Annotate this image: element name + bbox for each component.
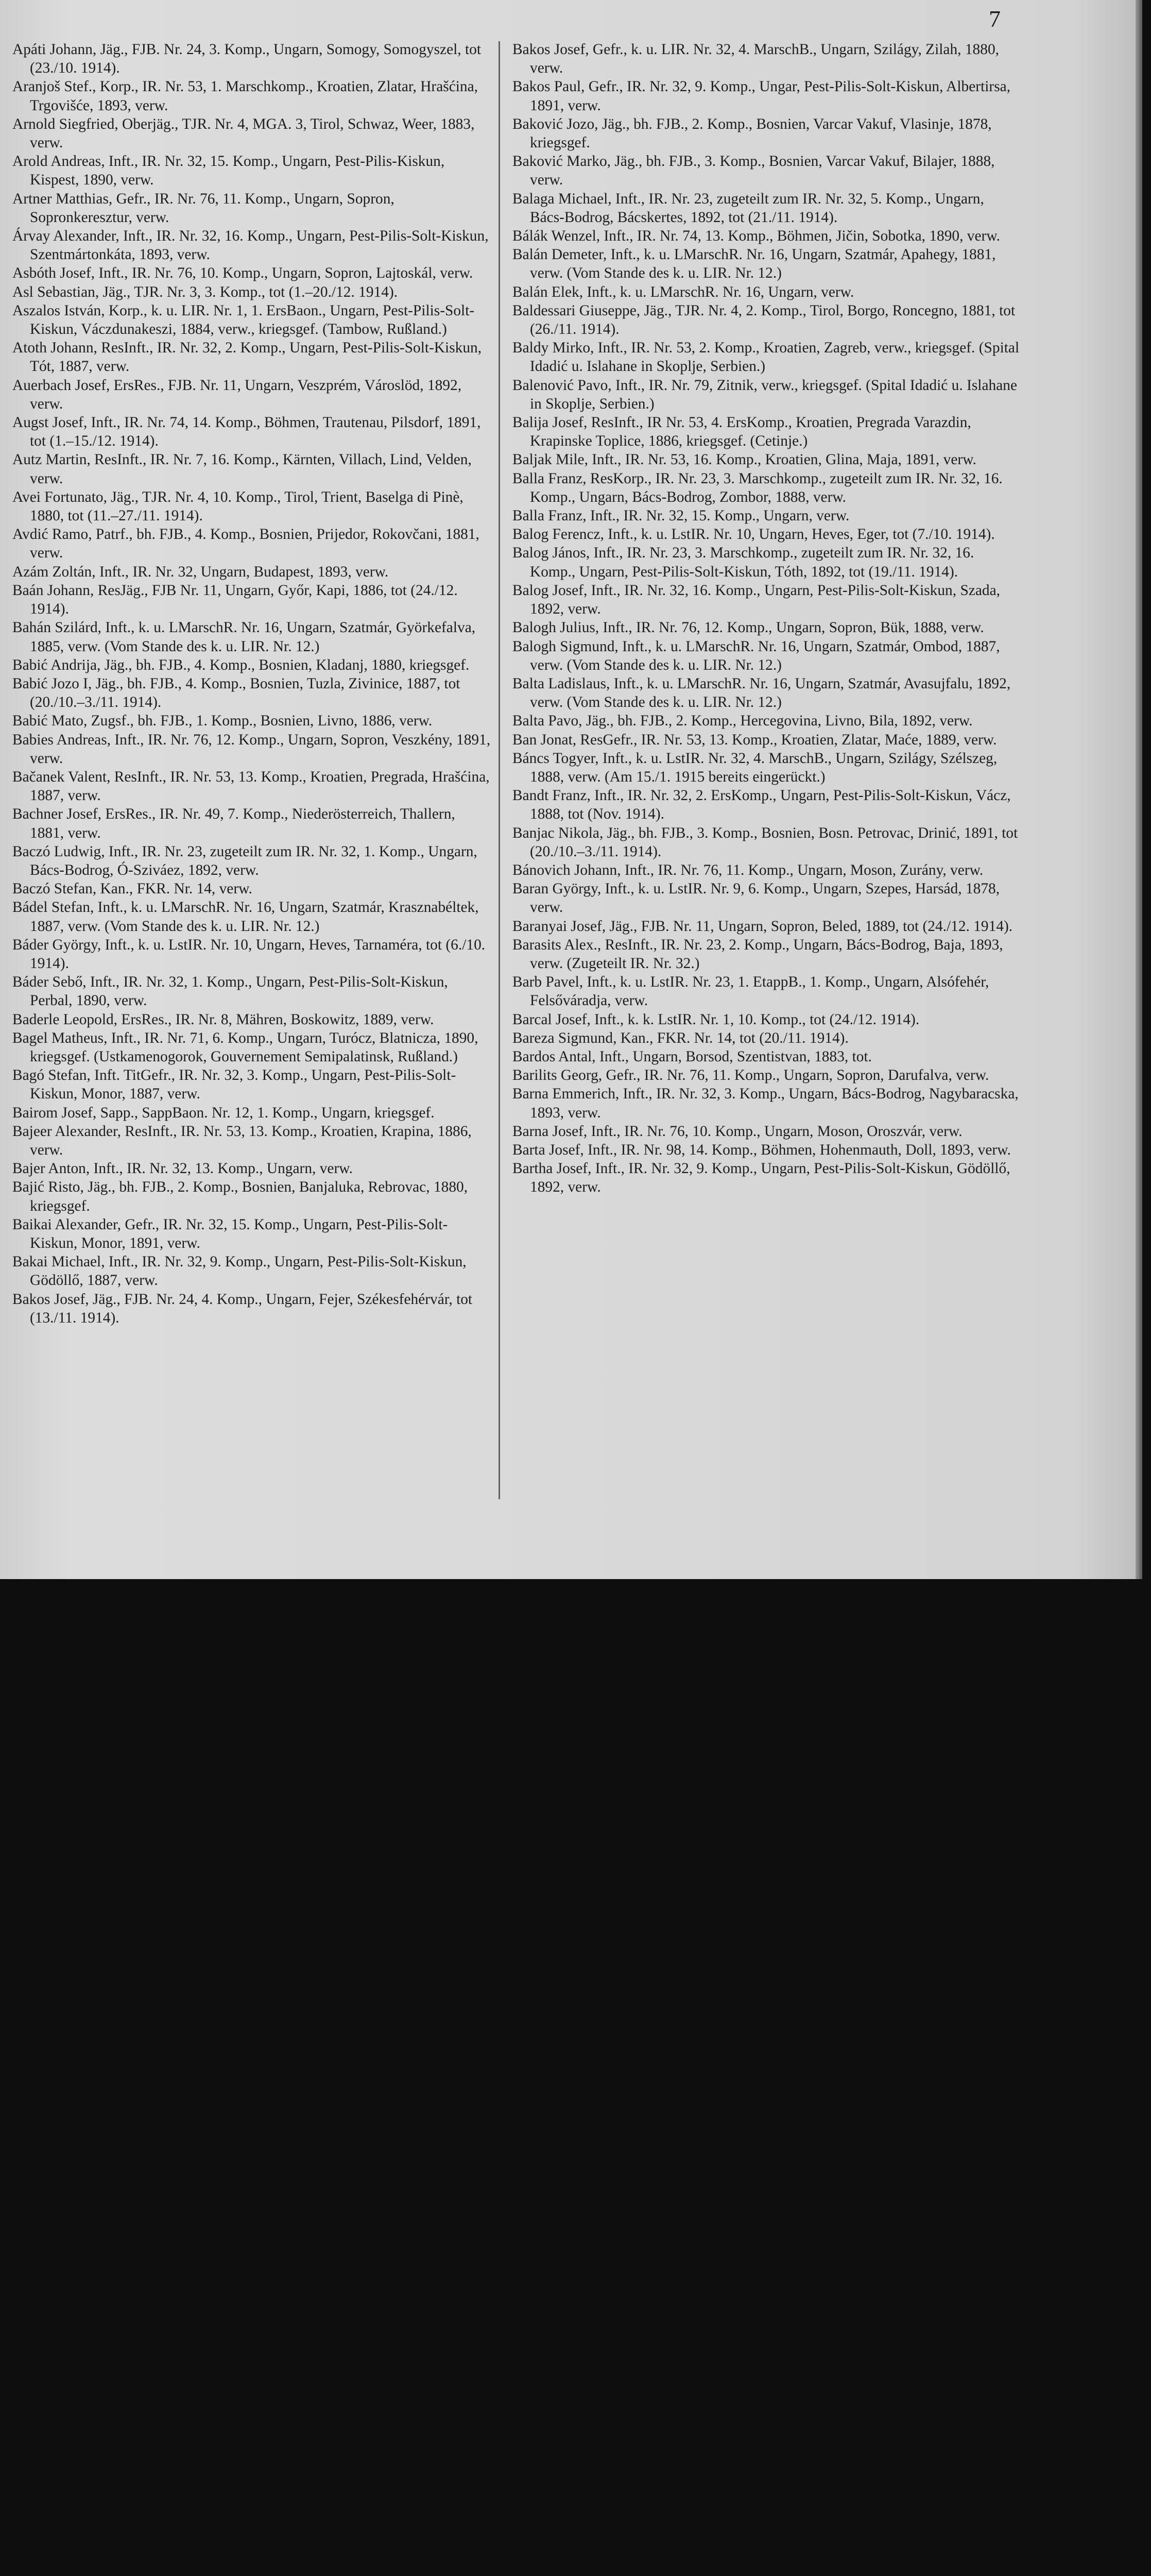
register-entry: Aszalos István, Korp., k. u. LIR. Nr. 1, 1. ErsBaon., Ungarn, Pest-Pilis-Solt-Kiskun, Váczdunakeszi, 1884, verw., kriegsgef. (Tambow, Rußland.) bbox=[12, 302, 475, 338]
register-entry: Babić Jozo I, Jäg., bh. FJB., 4. Komp., Bosnien, Tuzla, Zivinice, 1887, tot (20./10.–3./11. 1914). bbox=[12, 675, 460, 711]
register-entry: Bardos Antal, Inft., Ungarn, Borsod, Szentistvan, 1883, tot. bbox=[512, 1048, 872, 1065]
register-entry: Augst Josef, Inft., IR. Nr. 74, 14. Komp., Böhmen, Trautenau, Pilsdorf, 1891, tot (1.–15./12. 1914). bbox=[12, 414, 481, 450]
register-entry: Bagel Matheus, Inft., IR. Nr. 71, 6. Komp., Ungarn, Turócz, Blatnicza, 1890, kriegsgef. (Ustkamenogorok, Gouvernement Semipalatinsk, Rußland.) bbox=[12, 1029, 478, 1065]
register-entry: Baldessari Giuseppe, Jäg., TJR. Nr. 4, 2. Komp., Tirol, Borgo, Roncegno, 1881, tot (26./11. 1914). bbox=[512, 302, 1016, 338]
register-entry: Balaga Michael, Inft., IR. Nr. 23, zugeteilt zum IR. Nr. 32, 5. Komp., Ungarn, Bács-Bodrog, Bácskertes, 1892, tot (21./11. 1914). bbox=[512, 190, 984, 226]
register-entry: Babies Andreas, Inft., IR. Nr. 76, 12. Komp., Ungarn, Sopron, Veszkény, 1891, verw. bbox=[12, 731, 491, 767]
register-entry: Bareza Sigmund, Kan., FKR. Nr. 14, tot (20./11. 1914). bbox=[512, 1029, 849, 1046]
register-entry: Baković Marko, Jäg., bh. FJB., 3. Komp., Bosnien, Varcar Vakuf, Bilajer, 1888, verw. bbox=[512, 153, 995, 189]
register-entry: Báncs Togyer, Inft., k. u. LstIR. Nr. 32, 4. MarschB., Ungarn, Szilágy, Szélszeg, 1888, verw. (Am 15./1. 1915 bereits eingerückt.) bbox=[512, 750, 998, 785]
register-entry: Baranyai Josef, Jäg., FJB. Nr. 11, Ungarn, Sopron, Beled, 1889, tot (24./12. 1914). bbox=[512, 918, 1013, 935]
register-entry: Artner Matthias, Gefr., IR. Nr. 76, 11. Komp., Ungarn, Sopron, Sopronkeresztur, verw. bbox=[12, 190, 394, 226]
viewer-footer bbox=[0, 1579, 1151, 1701]
register-entry: Barna Josef, Inft., IR. Nr. 76, 10. Komp., Ungarn, Moson, Oroszvár, verw. bbox=[512, 1123, 963, 1140]
register-entry: Balta Ladislaus, Inft., k. u. LMarschR. Nr. 16, Ungarn, Szatmár, Avasujfalu, 1892, verw. (Vom Stande des k. u. LIR. Nr. 12.) bbox=[512, 675, 1011, 711]
register-entry: Barcal Josef, Inft., k. k. LstIR. Nr. 1, 10. Komp., tot (24./12. 1914). bbox=[512, 1011, 920, 1028]
register-entry: Barilits Georg, Gefr., IR. Nr. 76, 11. Komp., Ungarn, Sopron, Darufalva, verw. bbox=[512, 1067, 989, 1084]
register-entry: Apáti Johann, Jäg., FJB. Nr. 24, 3. Komp., Ungarn, Somogy, Somogyszel, tot (23./10. 1914). bbox=[12, 41, 482, 77]
register-entry: Bairom Josef, Sapp., SappBaon. Nr. 12, 1. Komp., Ungarn, kriegsgef. bbox=[12, 1104, 435, 1121]
register-entry: Barasits Alex., ResInft., IR. Nr. 23, 2. Komp., Ungarn, Bács-Bodrog, Baja, 1893, verw. (Zugeteilt IR. Nr. 32.) bbox=[512, 936, 1003, 972]
register-entry: Baran György, Inft., k. u. LstIR. Nr. 9, 6. Komp., Ungarn, Szepes, Harsád, 1878, verw. bbox=[512, 880, 1000, 916]
register-entry: Balogh Sigmund, Inft., k. u. LMarschR. Nr. 16, Ungarn, Szatmár, Ombod, 1887, verw. (Vom Stande des k. u. LIR. Nr. 12.) bbox=[512, 638, 1000, 673]
register-entry: Balta Pavo, Jäg., bh. FJB., 2. Komp., Hercegovina, Livno, Bila, 1892, verw. bbox=[512, 713, 973, 730]
register-entry: Balán Demeter, Inft., k. u. LMarschR. Nr. 16, Ungarn, Szatmár, Apahegy, 1881, verw. (Vom Stande des k. u. LIR. Nr. 12.) bbox=[512, 246, 996, 282]
register-entry: Baljak Mile, Inft., IR. Nr. 53, 16. Komp., Kroatien, Glina, Maja, 1891, verw. bbox=[512, 451, 976, 468]
register-entry: Balog Josef, Inft., IR. Nr. 32, 16. Komp., Ungarn, Pest-Pilis-Solt-Kiskun, Szada, 1892, verw. bbox=[512, 582, 1000, 618]
column-divider bbox=[499, 41, 500, 1499]
register-entry: Babić Andrija, Jäg., bh. FJB., 4. Komp., Bosnien, Kladanj, 1880, kriegsgef. bbox=[12, 656, 470, 673]
register-entry: Baikai Alexander, Gefr., IR. Nr. 32, 15. Komp., Ungarn, Pest-Pilis-Solt-Kiskun, Monor, 1891, verw. bbox=[12, 1216, 448, 1251]
register-entry: Ban Jonat, ResGefr., IR. Nr. 53, 13. Komp., Kroatien, Zlatar, Maće, 1889, verw. bbox=[512, 731, 997, 748]
register-entry: Bachner Josef, ErsRes., IR. Nr. 49, 7. Komp., Niederösterreich, Thallern, 1881, verw. bbox=[12, 806, 455, 841]
register-entry: Bahán Szilárd, Inft., k. u. LMarschR. Nr. 16, Ungarn, Szatmár, Györkefalva, 1885, verw. (Vom Stande des k. u. LIR. Nr. 12.) bbox=[12, 619, 476, 655]
right-column bbox=[512, 40, 1020, 1197]
register-entry: Atoth Johann, ResInft., IR. Nr. 32, 2. Komp., Ungarn, Pest-Pilis-Solt-Kiskun, Tót, 1887, verw. bbox=[12, 340, 482, 375]
register-entry: Bajeer Alexander, ResInft., IR. Nr. 53, 13. Komp., Kroatien, Krapina, 1886, verw. bbox=[12, 1123, 472, 1158]
register-entry: Bádel Stefan, Inft., k. u. LMarschR. Nr. 16, Ungarn, Szatmár, Krasznabéltek, 1887, verw. (Vom Stande des k. u. LIR. Nr. 12.) bbox=[12, 899, 479, 935]
register-entry: Azám Zoltán, Inft., IR. Nr. 32, Ungarn, Budapest, 1893, verw. bbox=[12, 563, 389, 580]
register-entry: Bakai Michael, Inft., IR. Nr. 32, 9. Komp., Ungarn, Pest-Pilis-Solt-Kiskun, Gödöllő, 1887, verw. bbox=[12, 1253, 467, 1289]
register-entry: Balog János, Inft., IR. Nr. 23, 3. Marschkomp., zugeteilt zum IR. Nr. 32, 16. Komp., Ungarn, Pest-Pilis-Solt-Kiskun, Tóth, 1892, tot (19./11. 1914). bbox=[512, 545, 974, 580]
register-entry: Báder György, Inft., k. u. LstIR. Nr. 10, Ungarn, Heves, Tarnaméra, tot (6./10. 1914). bbox=[12, 936, 486, 972]
register-entry: Arnold Siegfried, Oberjäg., TJR. Nr. 4, MGA. 3, Tirol, Schwaz, Weer, 1883, verw. bbox=[12, 115, 475, 151]
register-entry: Avei Fortunato, Jäg., TJR. Nr. 4, 10. Komp., Tirol, Trient, Baselga di Pinè, 1880, tot (11.–27./11. 1914). bbox=[12, 488, 463, 524]
register-entry: Báder Sebő, Inft., IR. Nr. 32, 1. Komp., Ungarn, Pest-Pilis-Solt-Kiskun, Perbal, 1890, verw. bbox=[12, 974, 448, 1009]
register-entry: Bánovich Johann, Inft., IR. Nr. 76, 11. Komp., Ungarn, Moson, Zurány, verw. bbox=[512, 861, 984, 878]
register-entry: Balla Franz, Inft., IR. Nr. 32, 15. Komp., Ungarn, verw. bbox=[512, 507, 850, 524]
register-entry: Baković Jozo, Jäg., bh. FJB., 2. Komp., Bosnien, Varcar Vakuf, Vlasinje, 1878, kriegsgef. bbox=[512, 115, 992, 151]
register-entry: Baán Johann, ResJäg., FJB Nr. 11, Ungarn, Győr, Kapi, 1886, tot (24./12. 1914). bbox=[12, 582, 458, 618]
register-entry: Balogh Julius, Inft., IR. Nr. 76, 12. Komp., Ungarn, Sopron, Bük, 1888, verw. bbox=[512, 619, 984, 636]
register-entry: Avdić Ramo, Patrf., bh. FJB., 4. Komp., Bosnien, Prijedor, Rokovčani, 1881, verw. bbox=[12, 526, 479, 562]
register-entry: Bačanek Valent, ResInft., IR. Nr. 53, 13. Komp., Kroatien, Pregrada, Hrašćina, 1887, verw. bbox=[12, 768, 490, 804]
register-entry: Balenović Pavo, Inft., IR. Nr. 79, Zitnik, verw., kriegsgef. (Spital Idadić u. Islahane in Skoplje, Serbien.) bbox=[512, 377, 1017, 412]
register-entry: Auerbach Josef, ErsRes., FJB. Nr. 11, Ungarn, Veszprém, Városlöd, 1892, verw. bbox=[12, 377, 462, 412]
register-entry: Bandt Franz, Inft., IR. Nr. 32, 2. ErsKomp., Ungarn, Pest-Pilis-Solt-Kiskun, Vácz, 1888, tot (Nov. 1914). bbox=[512, 787, 1011, 823]
register-entry: Balán Elek, Inft., k. u. LMarschR. Nr. 16, Ungarn, verw. bbox=[512, 283, 854, 300]
register-entry: Autz Martin, ResInft., IR. Nr. 7, 16. Komp., Kärnten, Villach, Lind, Velden, verw. bbox=[12, 451, 472, 487]
page-number: 7 bbox=[989, 6, 1001, 32]
register-entry: Árvay Alexander, Inft., IR. Nr. 32, 16. Komp., Ungarn, Pest-Pilis-Solt-Kiskun, Szentmártonkáta, 1893, verw. bbox=[12, 228, 489, 263]
register-entry: Bartha Josef, Inft., IR. Nr. 32, 9. Komp., Ungarn, Pest-Pilis-Solt-Kiskun, Gödöllő, 1892, verw. bbox=[512, 1160, 1010, 1196]
register-entry: Barb Pavel, Inft., k. u. LstIR. Nr. 23, 1. EtappB., 1. Komp., Ungarn, Alsófehér, Felsőváradja, verw. bbox=[512, 974, 989, 1009]
register-entry: Baczó Stefan, Kan., FKR. Nr. 14, verw. bbox=[12, 880, 252, 897]
register-entry: Asl Sebastian, Jäg., TJR. Nr. 3, 3. Komp., tot (1.–20./12. 1914). bbox=[12, 283, 398, 300]
register-entry: Balla Franz, ResKorp., IR. Nr. 23, 3. Marschkomp., zugeteilt zum IR. Nr. 32, 16. Komp., Ungarn, Bács-Bodrog, Zombor, 1888, verw. bbox=[512, 470, 1003, 505]
register-entry: Balog Ferencz, Inft., k. u. LstIR. Nr. 10, Ungarn, Heves, Eger, tot (7./10. 1914). bbox=[512, 526, 995, 543]
register-entry: Bakos Paul, Gefr., IR. Nr. 32, 9. Komp., Ungar, Pest-Pilis-Solt-Kiskun, Albertirsa, 1891, verw. bbox=[512, 78, 1011, 114]
register-entry: Asbóth Josef, Inft., IR. Nr. 76, 10. Komp., Ungarn, Sopron, Lajtoskál, verw. bbox=[12, 265, 473, 282]
register-entry: Barna Emmerich, Inft., IR. Nr. 32, 3. Komp., Ungarn, Bács-Bodrog, Nagybaracska, 1893, verw. bbox=[512, 1086, 1019, 1121]
register-entry: Baderle Leopold, ErsRes., IR. Nr. 8, Mähren, Boskowitz, 1889, verw. bbox=[12, 1011, 434, 1028]
left-column bbox=[12, 40, 491, 1327]
register-entry: Barta Josef, Inft., IR. Nr. 98, 14. Komp., Böhmen, Hohenmauth, Doll, 1893, verw. bbox=[512, 1141, 1011, 1158]
register-entry: Bakos Josef, Jäg., FJB. Nr. 24, 4. Komp., Ungarn, Fejer, Székesfehérvár, tot (13./11. 1914). bbox=[12, 1291, 473, 1326]
register-entry: Banjac Nikola, Jäg., bh. FJB., 3. Komp., Bosnien, Bosn. Petrovac, Drinić, 1891, tot (20./10.–3./11. 1914). bbox=[512, 824, 1018, 860]
register-entry: Baczó Ludwig, Inft., IR. Nr. 23, zugeteilt zum IR. Nr. 32, 1. Komp., Ungarn, Bács-Bodrog, Ó-Sziváez, 1892, verw. bbox=[12, 843, 477, 878]
register-entry: Balija Josef, ResInft., IR Nr. 53, 4. ErsKomp., Kroatien, Pregrada Varazdin, Krapinske Toplice, 1886, kriegsgef. (Cetinje.) bbox=[512, 414, 971, 450]
page-edge bbox=[1136, 0, 1142, 1579]
register-entry: Aranjoš Stef., Korp., IR. Nr. 53, 1. Marschkomp., Kroatien, Zlatar, Hrašćina, Trgovišće, 1893, verw. bbox=[12, 78, 478, 114]
register-entry: Bajić Risto, Jäg., bh. FJB., 2. Komp., Bosnien, Banjaluka, Rebrovac, 1880, kriegsgef. bbox=[12, 1179, 468, 1214]
register-entry: Arold Andreas, Inft., IR. Nr. 32, 15. Komp., Ungarn, Pest-Pilis-Kiskun, Kispest, 1890, verw. bbox=[12, 153, 445, 189]
register-entry: Bajer Anton, Inft., IR. Nr. 32, 13. Komp., Ungarn, verw. bbox=[12, 1160, 353, 1177]
register-entry: Bakos Josef, Gefr., k. u. LIR. Nr. 32, 4. MarschB., Ungarn, Szilágy, Zilah, 1880, verw. bbox=[512, 41, 999, 77]
register-entry: Babić Mato, Zugsf., bh. FJB., 1. Komp., Bosnien, Livno, 1886, verw. bbox=[12, 713, 433, 730]
register-entry: Bálák Wenzel, Inft., IR. Nr. 74, 13. Komp., Böhmen, Jičin, Sobotka, 1890, verw. bbox=[512, 228, 1000, 245]
register-entry: Bagó Stefan, Inft. TitGefr., IR. Nr. 32, 3. Komp., Ungarn, Pest-Pilis-Solt-Kiskun, Monor, 1887, verw. bbox=[12, 1067, 456, 1103]
register-entry: Baldy Mirko, Inft., IR. Nr. 53, 2. Komp., Kroatien, Zagreb, verw., kriegsgef. (Spital Idadić u. Islahane in Skoplje, Serbien.) bbox=[512, 340, 1020, 375]
